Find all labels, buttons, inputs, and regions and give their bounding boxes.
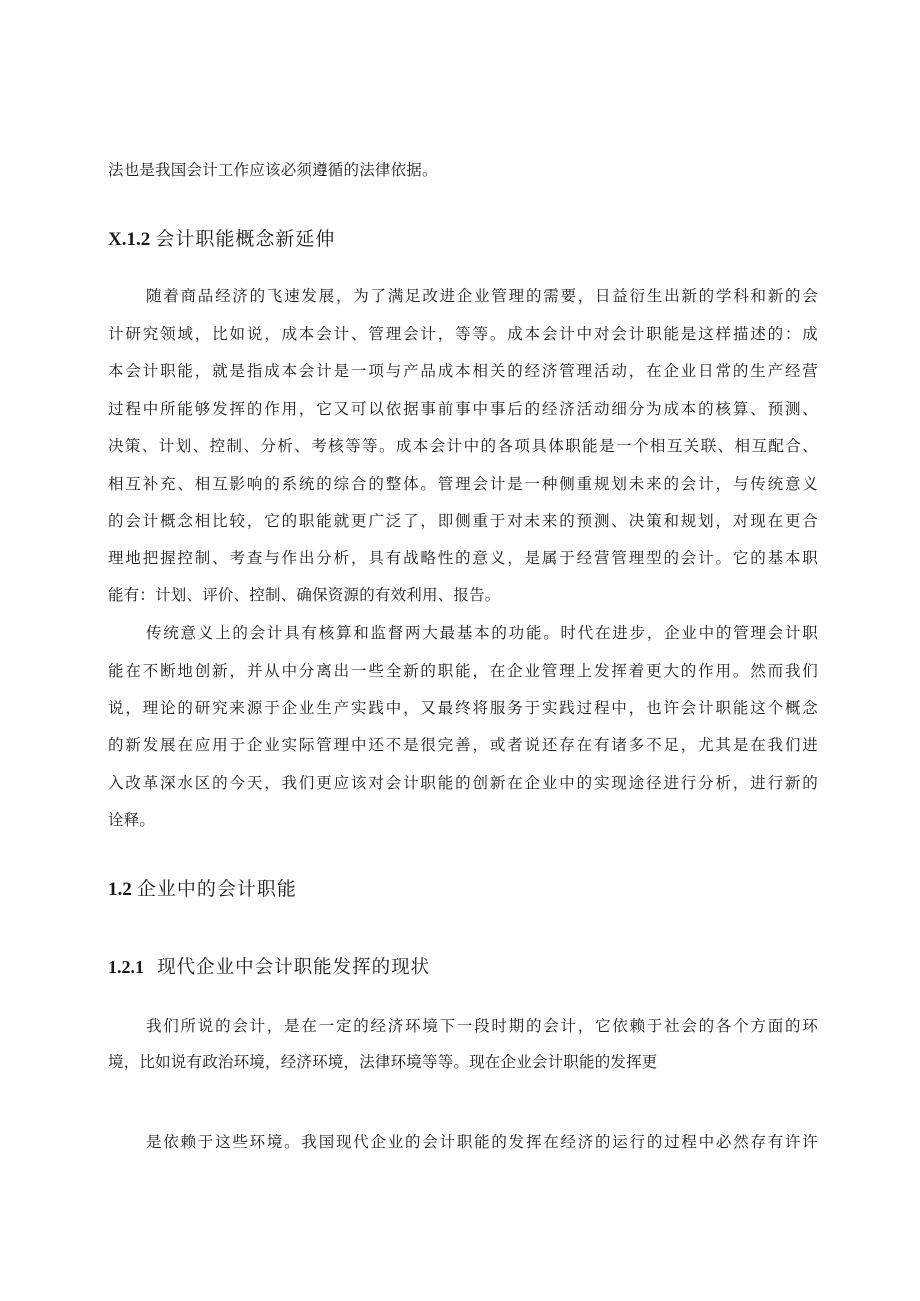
paragraph-line: 境，比如说有政治环境，经济环境，法律环境等等。现在企业会计职能的发挥更 bbox=[108, 1053, 658, 1071]
section-heading-x-1-2 bbox=[108, 226, 335, 253]
paragraph-line: 本会计职能，就是指成本会计是一项与产品成本相关的经济管理活动，在企业日常的生产经营 bbox=[108, 362, 818, 380]
section-number: 1.2 bbox=[108, 879, 132, 900]
paragraph-line: 决策、计划、控制、分析、考核等等。成本会计中的各项具体职能是一个相互关联、相互配合、 bbox=[108, 437, 818, 455]
paragraph-line: 我们所说的会计，是在一定的经济环境下一段时期的会计，它依赖于社会的各个方面的环 bbox=[146, 1017, 818, 1035]
paragraph-line: 过程中所能够发挥的作用，它又可以依据事前事中事后的经济活动细分为成本的核算、预测、 bbox=[108, 400, 818, 418]
paragraph-line: 是依赖于这些环境。我国现代企业的会计职能的发挥在经济的运行的过程中必然存有许许 bbox=[146, 1133, 818, 1151]
paragraph-line: 随着商品经济的飞速发展，为了满足改进企业管理的需要，日益衍生出新的学科和新的会 bbox=[146, 287, 818, 305]
paragraph-line: 的新发展在应用于企业实际管理中还不是很完善，或者说还存在有诸多不足，尤其是在我们进 bbox=[108, 736, 818, 754]
paragraph-line: 说，理论的研究来源于企业生产实践中，又最终将服务于实践过程中，也许会计职能这个概念 bbox=[108, 699, 818, 717]
section-title: 企业中的会计职能 bbox=[136, 878, 297, 900]
section-heading-1-2-1 bbox=[108, 954, 430, 981]
paragraph-line: 的会计概念相比较，它的职能就更广泛了，即侧重于对未来的预测、决策和规划，对现在更合 bbox=[108, 512, 818, 530]
section-title: 会计职能概念新延伸 bbox=[155, 228, 336, 250]
paragraph-line: 能在不断地创新，并从中分离出一些全新的职能，在企业管理上发挥着更大的作用。然而我们 bbox=[108, 662, 818, 680]
paragraph-line: 诠释。 bbox=[108, 811, 156, 829]
section-number: 1.2.1 bbox=[108, 957, 144, 977]
paragraph-line: 理地把握控制、考查与作出分析，具有战略性的意义，是属于经营管理型的会计。它的基本职 bbox=[108, 549, 818, 567]
paragraph-line: 计研究领域，比如说，成本会计、管理会计，等等。成本会计中对会计职能是这样描述的：成 bbox=[108, 325, 818, 343]
paragraph-line: 相互补充、相互影响的系统的综合的整体。管理会计是一种侧重规划未来的会计，与传统意义 bbox=[108, 475, 818, 493]
paragraph-line: 法也是我国会计工作应该必须遵循的法律依据。 bbox=[108, 161, 438, 179]
section-heading-1-2 bbox=[108, 876, 297, 903]
paragraph-line: 入改革深水区的今天，我们更应该对会计职能的创新在企业中的实现途径进行分析，进行新的 bbox=[108, 774, 818, 792]
section-title: 现代企业中会计职能发挥的现状 bbox=[157, 957, 431, 978]
paragraph-line: 能有：计划、评价、控制、确保资源的有效利用、报告。 bbox=[108, 586, 501, 604]
section-number: X.1.2 bbox=[108, 229, 151, 250]
paragraph-line: 传统意义上的会计具有核算和监督两大最基本的功能。时代在进步，企业中的管理会计职 bbox=[146, 624, 818, 642]
